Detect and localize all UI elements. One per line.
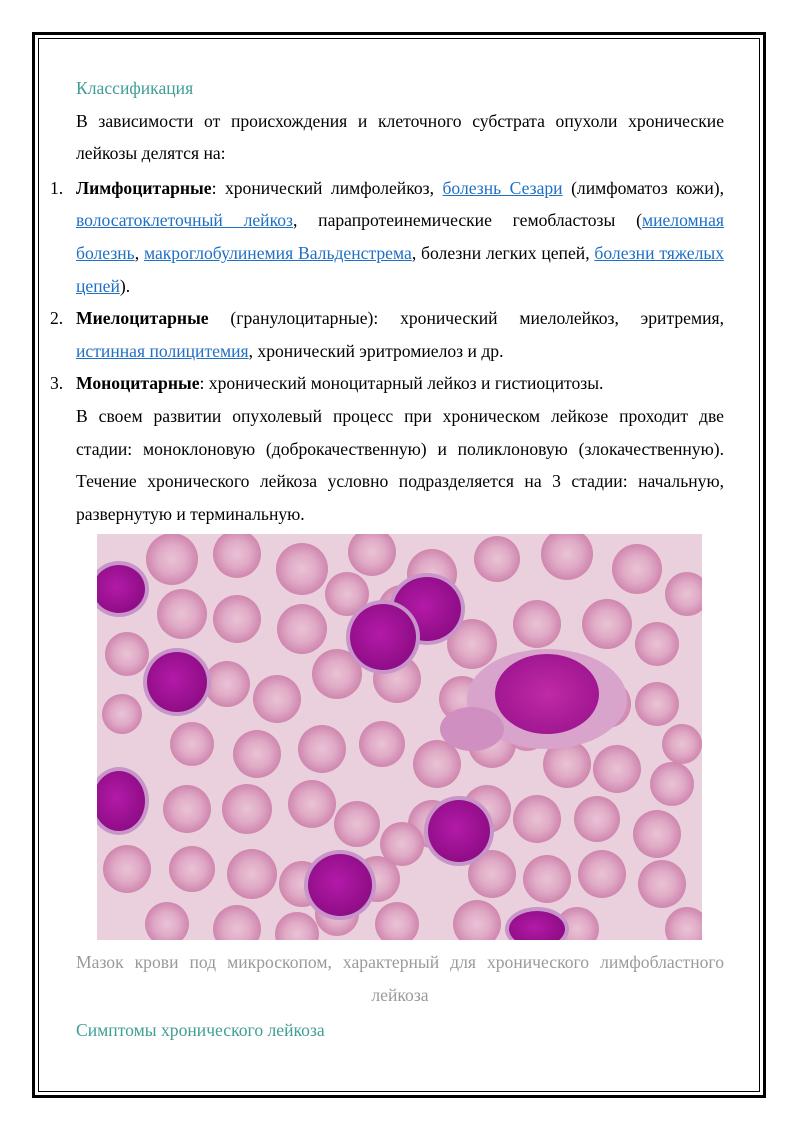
- red-blood-cell: [662, 724, 702, 764]
- link-hairy-cell-leukemia[interactable]: волосатоклеточный лейкоз: [76, 210, 293, 231]
- red-blood-cell: [593, 745, 641, 793]
- list-term: Миелоцитарные: [76, 308, 209, 329]
- classification-list: [50, 172, 725, 400]
- link-myeloma[interactable]: миеломная болезнь: [76, 210, 724, 263]
- red-blood-cell: [633, 810, 681, 858]
- red-blood-cell: [169, 846, 215, 892]
- red-blood-cell: [103, 845, 151, 893]
- list-number: 3.: [50, 373, 64, 394]
- red-blood-cell: [650, 762, 694, 806]
- list-number: 1.: [50, 177, 64, 198]
- list-item: [50, 302, 724, 367]
- red-blood-cell: [513, 795, 561, 843]
- link-heavy-chain-disease[interactable]: болезни тяжелых цепей: [76, 242, 725, 296]
- red-blood-cell: [105, 632, 149, 676]
- red-blood-cell: [513, 600, 561, 648]
- list-text: ).: [119, 275, 131, 296]
- stages-paragraph: В своем развитии опухолевый процесс при хроническом лейкозе проходит две стадии: моноклоновую (доброкачественную) и поликлоновую (злокачественную). Течение хронического лейкоза условно подразделяется на 3 стадии: начальную, развернутую и терминальную.: [76, 405, 724, 524]
- list-text: , хронический эритромиелоз и др.: [248, 340, 504, 361]
- list-text: , парапротеинемические гемобластозы (: [293, 210, 642, 231]
- red-blood-cell: [222, 784, 272, 834]
- red-blood-cell: [413, 740, 461, 788]
- link-sezary-disease[interactable]: болезнь Сезари: [442, 177, 563, 198]
- red-blood-cell: [233, 730, 281, 778]
- granulocyte-fragment: [440, 707, 504, 751]
- section-heading: Классификация: [76, 78, 194, 98]
- red-blood-cell: [523, 855, 571, 903]
- red-blood-cell: [146, 534, 198, 585]
- list-term: Моноцитарные: [76, 373, 200, 394]
- list-text: , болезни легких цепей,: [411, 242, 595, 263]
- red-blood-cell: [298, 725, 346, 773]
- list-text: : хронический лимфолейкоз,: [211, 177, 443, 198]
- red-blood-cell: [157, 589, 207, 639]
- lymphocyte-nucleus: [308, 854, 372, 916]
- lymphocyte-nucleus: [428, 800, 490, 862]
- red-blood-cell: [163, 785, 211, 833]
- document-body: [50, 72, 725, 1046]
- red-blood-cell: [277, 604, 327, 654]
- list-text: (гранулоцитарные): хронический миелолейкоз, эритремия,: [208, 308, 724, 329]
- red-blood-cell: [253, 675, 301, 723]
- list-item: [50, 367, 724, 400]
- red-blood-cell: [612, 544, 662, 594]
- lymphocyte-nucleus: [350, 604, 416, 670]
- list-item: [50, 172, 725, 302]
- blood-smear-image: [97, 534, 702, 940]
- red-blood-cell: [582, 599, 632, 649]
- red-blood-cell: [288, 780, 336, 828]
- list-text: ,: [134, 242, 144, 263]
- red-blood-cell: [213, 595, 261, 643]
- lymphocyte-nucleus: [147, 652, 207, 712]
- list-text: : хронический моноцитарный лейкоз и гистиоцитозы.: [199, 373, 604, 394]
- red-blood-cell: [170, 722, 214, 766]
- red-blood-cell: [334, 801, 380, 847]
- red-blood-cell: [635, 682, 679, 726]
- granulocyte-nucleus: [495, 654, 599, 734]
- red-blood-cell: [574, 796, 620, 842]
- red-blood-cell: [102, 694, 142, 734]
- red-blood-cell: [638, 860, 686, 908]
- list-text: (лимфоматоз кожи),: [562, 177, 724, 198]
- figure-caption: Мазок крови под микроскопом, характерный для хронического лимфобластного лейкоза: [76, 952, 724, 1005]
- red-blood-cell: [276, 543, 328, 595]
- section-heading-symptoms: Симптомы хронического лейкоза: [76, 1019, 325, 1040]
- red-blood-cell: [380, 822, 424, 866]
- red-blood-cell: [635, 622, 679, 666]
- link-polycythemia-vera[interactable]: истинная полицитемия: [76, 340, 249, 361]
- link-waldenstrom[interactable]: макроглобулинемия Вальденстрема: [143, 242, 412, 263]
- list-term: Лимфоцитарные: [76, 177, 212, 198]
- intro-paragraph: В зависимости от происхождения и клеточного субстрата опухоли хронические лейкозы делятся на:: [76, 110, 724, 164]
- red-blood-cell: [227, 849, 277, 899]
- red-blood-cell: [474, 536, 520, 582]
- list-number: 2.: [50, 308, 64, 329]
- red-blood-cell: [359, 721, 405, 767]
- red-blood-cell: [578, 850, 626, 898]
